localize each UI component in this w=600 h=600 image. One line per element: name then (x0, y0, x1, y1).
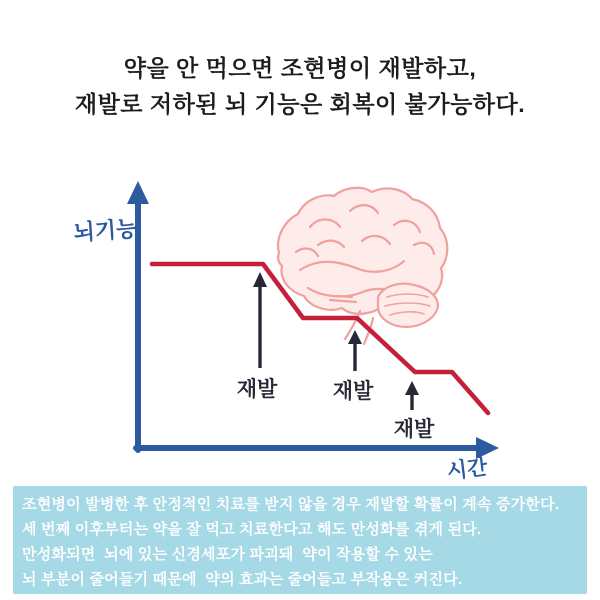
title-line-1: 약을 안 먹으면 조현병이 재발하고, (123, 55, 477, 81)
caption-box (13, 486, 587, 594)
caption-line-1: 조현병이 발병한 후 안정적인 치료를 받지 않을 경우 재발할 확률이 계속 증가한다. (22, 496, 560, 513)
y-axis-arrowhead-icon (127, 181, 149, 204)
relapse-label-1: 재발 (236, 378, 278, 401)
relapse-label-2: 재발 (332, 380, 374, 403)
relapse-arrow-3-head-icon (405, 381, 419, 395)
title-line-2: 재발로 저하된 뇌 기능은 회복이 불가능하다. (74, 91, 526, 117)
y-axis-label: 뇌기능 (72, 215, 139, 246)
relapse-arrow-1-head-icon (253, 272, 267, 287)
x-axis-label: 시간 (445, 455, 489, 484)
caption-line-2: 세 번째 이후부터는 약을 잘 먹고 치료한다고 해도 만성화를 겪게 된다. (22, 521, 482, 538)
caption-line-4: 뇌 부분이 줄어들기 때문에 약의 효과는 줄어들고 부작용은 커진다. (22, 571, 463, 588)
relapse-label-3: 재발 (393, 418, 435, 441)
caption-line-3: 만성화되면 뇌에 있는 신경세포가 파괴돼 약이 작용할 수 있는 (22, 546, 433, 563)
